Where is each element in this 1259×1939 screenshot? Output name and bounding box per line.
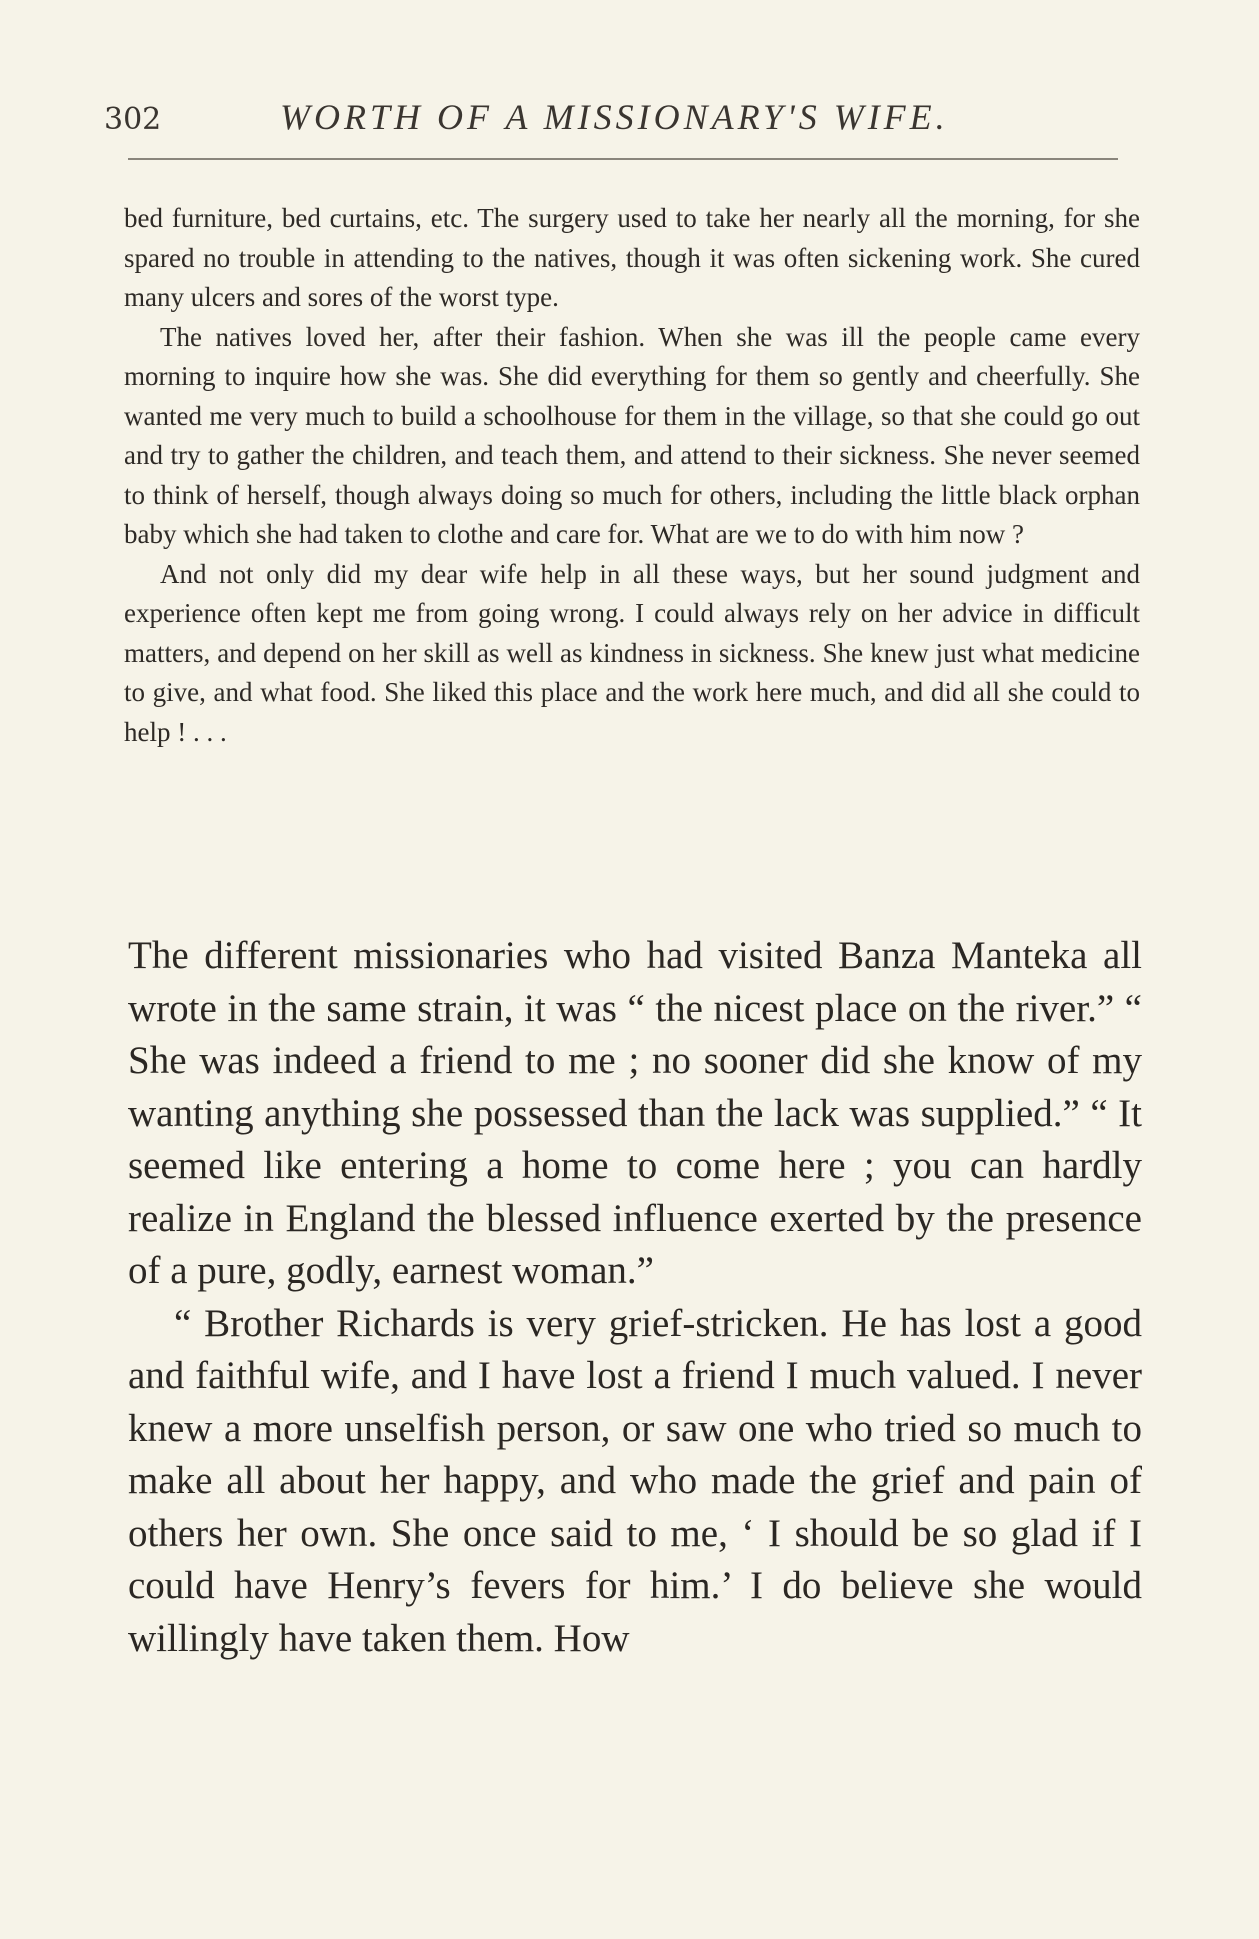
page-header	[104, 96, 1124, 146]
page-number: 302	[104, 102, 162, 137]
running-title: WORTH OF A MISSIONARY'S WIFE.	[280, 97, 949, 137]
small-paragraph: The natives loved her, after their fashion. When she was ill the people came every morning to inquire how she was. She did everything for them so gently and cheerfully. She wanted me very much to build a schoolhouse for them in the village, so that she could go out and try to gather the children, and teach them, and attend to their sickness. She never seemed to think of herself, though always doing so much for others, including the little black orphan baby which she had taken to clothe and care for. What are we to do with him now ?	[124, 321, 1140, 549]
header-rule	[128, 158, 1118, 160]
body-text-block	[128, 930, 1142, 1665]
body-paragraph: The different missionaries who had visited Banza Manteka all wrote in the same strain, it was “ the nicest place on the river.” “ She was indeed a friend to me ; no sooner did she know of my wanting anything she possessed than the lack was supplied.” “ It seemed like entering a home to come here ; you can hardly realize in England the blessed influence exerted by the presence of a pure, godly, earnest woman.”	[128, 934, 1142, 1292]
quoted-letter-block	[124, 199, 1140, 752]
body-paragraph: “ Brother Richards is very grief-stricken. He has lost a good and faithful wife, and I have lost a friend I much valued. I never knew a more unselfish person, or saw one who tried so much to make all about her happy, and who made the grief and pain of others her own. She once said to me, ‘ I should be so glad if I could have Henry’s fevers for him.’ I do believe she would willingly have taken them. How	[128, 1301, 1142, 1660]
small-paragraph: bed furniture, bed curtains, etc. The surgery used to take her nearly all the morning, for she spared no trouble in attending to the natives, though it was often sickening work. She cured many ulcers and sores of the worst type.	[124, 203, 1140, 312]
small-paragraph: And not only did my dear wife help in all these ways, but her sound judgment and experience often kept me from going wrong. I could always rely on her advice in difficult matters, and depend on her skill as well as kindness in sickness. She knew just what medicine to give, and what food. She liked this place and the work here much, and did all she could to help ! . . .	[124, 558, 1140, 747]
